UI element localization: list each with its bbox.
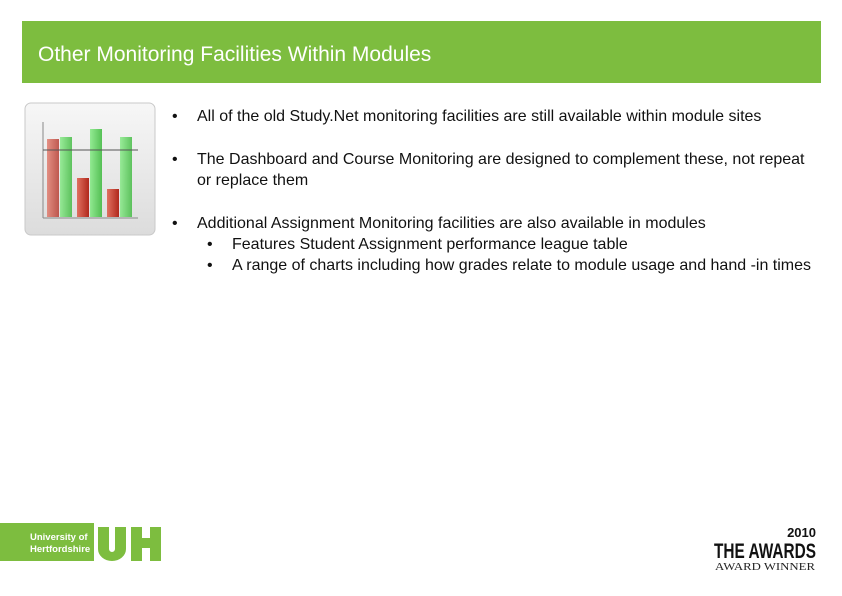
bullet-marker: •: [172, 108, 178, 125]
sub-bullet-marker: •: [207, 257, 213, 274]
awards-name: THE AWARDS: [714, 540, 816, 563]
title-bar: [22, 21, 821, 83]
university-logo: [0, 523, 170, 563]
list-item: [172, 149, 822, 191]
list-item: [172, 213, 822, 276]
logo-line2: Hertfordshire: [30, 544, 91, 555]
bullet-text: The Dashboard and Course Monitoring are designed to complement these, not repeat or replace them: [197, 151, 805, 189]
awards-subtitle: AWARD WINNER: [715, 562, 816, 573]
sub-bullet-text: Features Student Assignment performance league table: [232, 236, 628, 253]
sub-list-item: [197, 255, 822, 276]
bullet-text: All of the old Study.Net monitoring facilities are still available within module sites: [197, 108, 762, 125]
slide-title: Other Monitoring Facilities Within Modules: [38, 43, 432, 66]
bullet-list: [172, 106, 822, 298]
bar-chart-icon: [24, 102, 156, 236]
sub-bullet-text: A range of charts including how grades relate to module usage and hand -in times: [232, 257, 812, 274]
awards-badge: [712, 525, 822, 573]
logo-line1: University of: [30, 532, 88, 543]
bullet-marker: •: [172, 215, 178, 232]
bullet-text: Additional Assignment Monitoring facilities are also available in modules: [197, 215, 706, 232]
bullet-marker: •: [172, 151, 178, 168]
sub-bullet-marker: •: [207, 236, 213, 253]
sub-list-item: [197, 234, 822, 255]
list-item: [172, 106, 822, 127]
awards-year: 2010: [787, 525, 816, 540]
